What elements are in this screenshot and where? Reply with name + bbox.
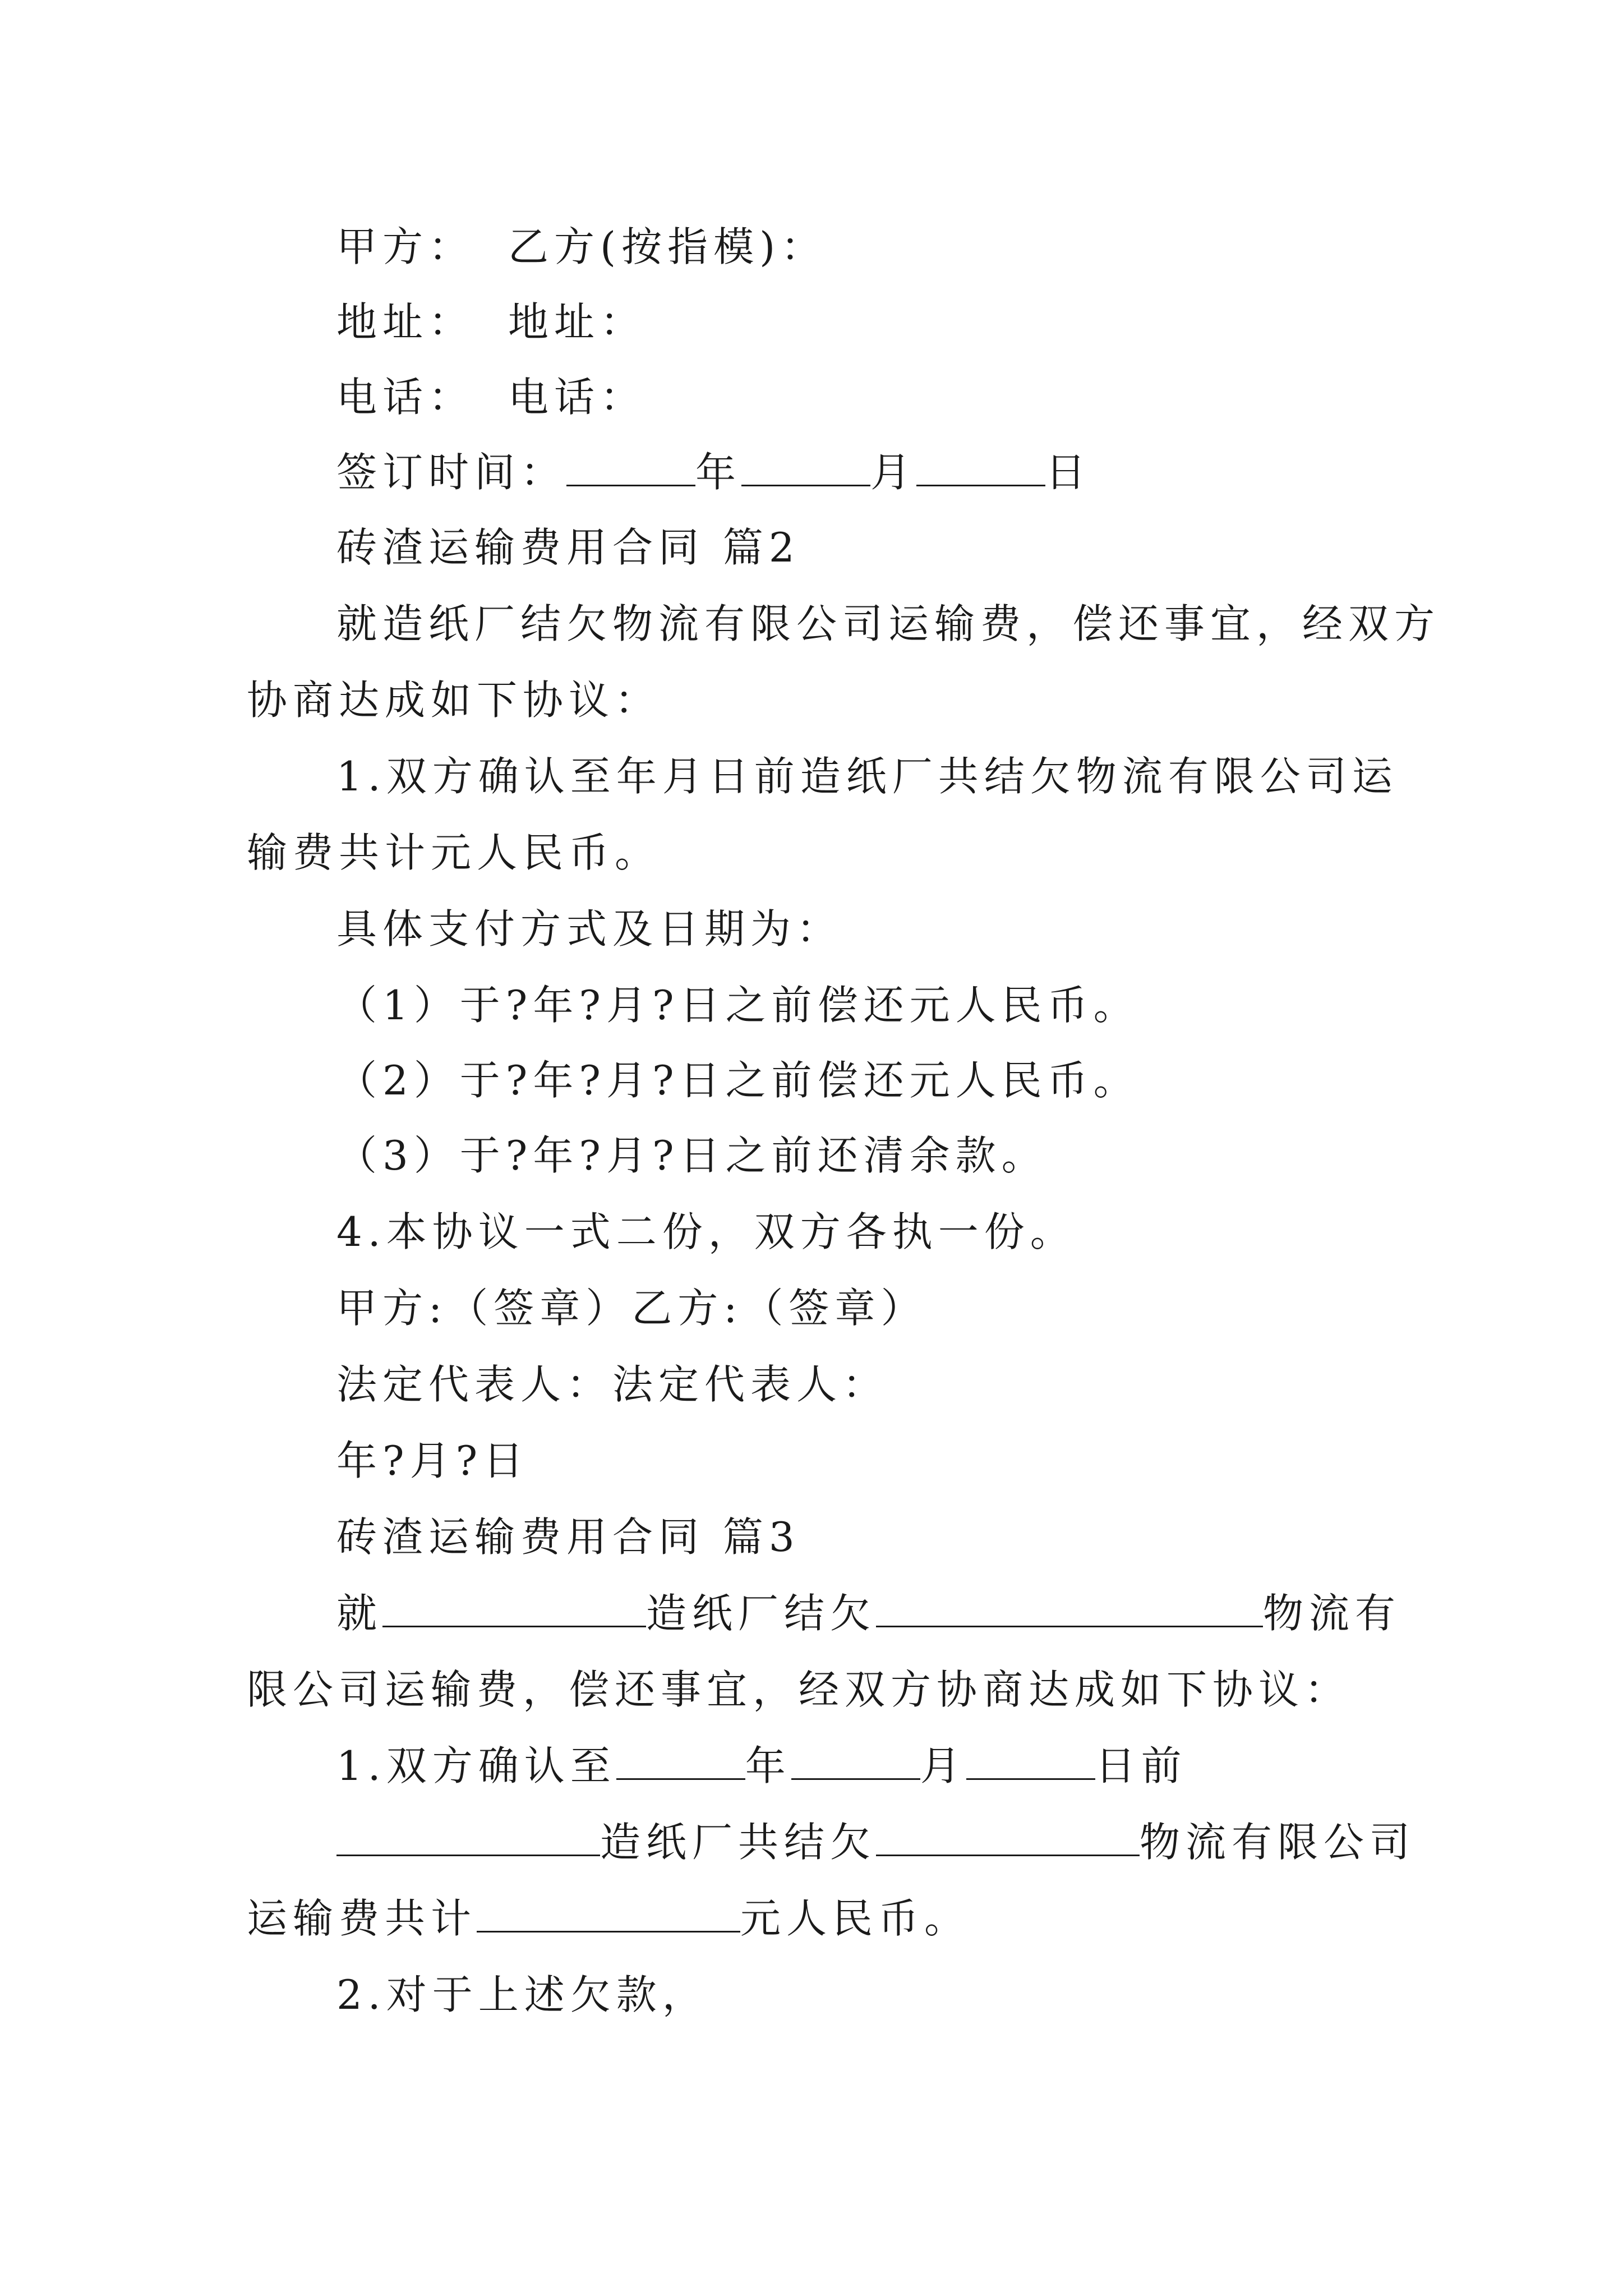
- section-2-representative-line: 法定代表人：法定代表人：: [336, 1361, 889, 1408]
- intro-b: 造纸厂结欠: [646, 1590, 877, 1637]
- clause1-line3-blank: [477, 1895, 740, 1932]
- signing-time-label: 签订时间：: [336, 449, 567, 496]
- section-2-heading: 砖渣运输费用合同 篇2: [336, 524, 800, 571]
- section-2-clause-4: 4.本协议一式二份，双方各执一份。: [336, 1208, 1076, 1255]
- clause1-month-blank: [791, 1742, 920, 1780]
- clause1-year-blank: [616, 1742, 745, 1780]
- section-2-intro-line-2: 协商达成如下协议：: [247, 677, 661, 724]
- intro-blank-1: [382, 1590, 646, 1627]
- clause1-line2-blank-2: [876, 1819, 1140, 1856]
- payment-item-1: （1）于?年?月?日之前偿还元人民币。: [336, 982, 1140, 1029]
- section-3-intro-line-2: 限公司运输费，偿还事宜，经双方协商达成如下协议：: [247, 1666, 1351, 1713]
- phone-line: [336, 369, 646, 425]
- day-label: 日: [1045, 449, 1092, 496]
- section-2-clause-1-line-2: 输费共计元人民币。: [247, 829, 661, 876]
- payment-item-2: （2）于?年?月?日之前偿还元人民币。: [336, 1057, 1140, 1104]
- section-3-clause-1-line-2: [336, 1814, 1415, 1870]
- month-label: 月: [870, 449, 917, 496]
- section-2-sign-line: 甲方:（签章）乙方:（签章）: [336, 1285, 927, 1332]
- clause1-line3-b: 元人民币。: [740, 1895, 971, 1942]
- month-blank: [741, 449, 870, 486]
- section-2-clause-1-line-1: 1.双方确认至年月日前造纸厂共结欠物流有限公司运: [336, 753, 1398, 800]
- party-b-label: 乙方(按指模)：: [508, 223, 827, 270]
- payment-intro: 具体支付方式及日期为：: [336, 905, 843, 953]
- address-line: [336, 294, 646, 350]
- clause1-month: 月: [920, 1742, 966, 1789]
- clause1-year: 年: [745, 1742, 791, 1789]
- section-3-intro-line-1: [336, 1585, 1401, 1641]
- intro-a: 就: [336, 1590, 383, 1637]
- section-3-clause-1-line-3: [247, 1890, 970, 1947]
- section-3-clause-1-line-1: [336, 1738, 1187, 1794]
- intro-blank-2: [876, 1590, 1263, 1627]
- year-label: 年: [695, 449, 742, 496]
- section-2-intro-line-1: 就造纸厂结欠物流有限公司运输费，偿还事宜，经双方: [336, 600, 1441, 647]
- section-3-clause-2: 2.对于上述欠款，: [336, 1971, 708, 2018]
- clause1-line3-a: 运输费共计: [247, 1895, 477, 1942]
- clause1-line2-b: 物流有限公司: [1140, 1819, 1416, 1866]
- intro-c: 物流有: [1263, 1590, 1401, 1637]
- section-2-date-line: 年?月?日: [336, 1437, 529, 1484]
- address-a-label: 地址：: [336, 298, 475, 346]
- clause1-day: 日前: [1095, 1742, 1187, 1789]
- phone-a-label: 电话：: [336, 374, 475, 421]
- party-a-label: 甲方：: [336, 223, 475, 270]
- day-blank: [916, 449, 1045, 486]
- clause1-line2-blank-1: [336, 1819, 600, 1856]
- year-blank: [566, 449, 695, 486]
- phone-b-label: 电话：: [508, 374, 647, 421]
- section-3-heading: 砖渣运输费用合同 篇3: [336, 1513, 800, 1561]
- clause1-a: 1.双方确认至: [336, 1742, 616, 1789]
- payment-item-3: （3）于?年?月?日之前还清余款。: [336, 1132, 1048, 1179]
- clause1-line2-a: 造纸厂共结欠: [600, 1819, 877, 1866]
- address-b-label: 地址：: [508, 298, 647, 346]
- signing-time-line: [336, 444, 1091, 500]
- clause1-day-blank: [966, 1742, 1095, 1780]
- party-line: [336, 219, 827, 275]
